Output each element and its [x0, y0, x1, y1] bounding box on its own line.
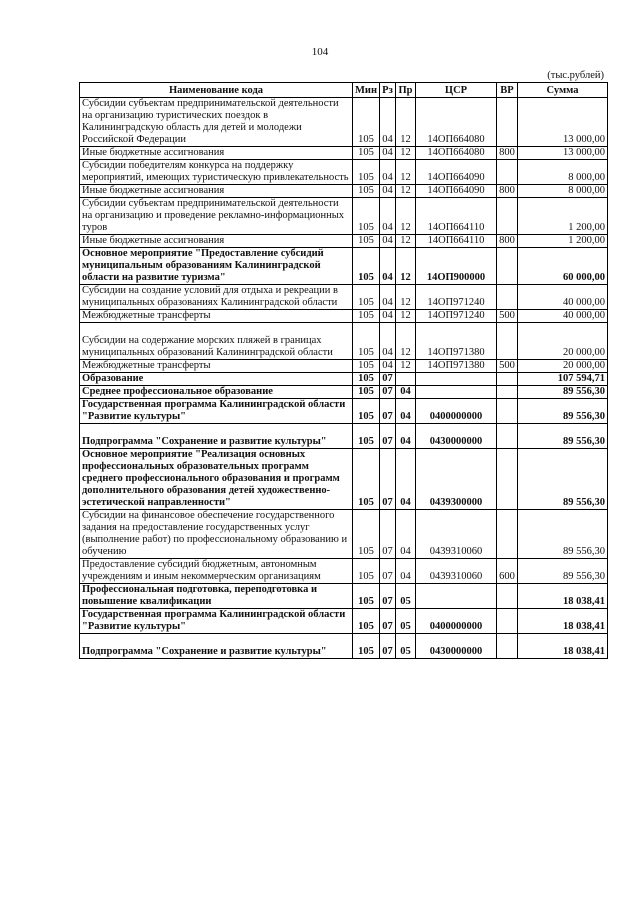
cell-vr: 500: [497, 310, 518, 323]
cell-csr: 14ОП971380: [416, 360, 497, 373]
cell-csr: 14ОП664090: [416, 185, 497, 198]
cell-pr: 12: [396, 310, 416, 323]
cell-rz: 04: [380, 147, 396, 160]
table-row: [80, 424, 608, 449]
cell-vr: [497, 285, 518, 310]
cell-pr: 12: [396, 185, 416, 198]
cell-rz: 04: [380, 248, 396, 285]
header-vr: ВР: [497, 83, 518, 98]
cell-vr: [497, 198, 518, 235]
cell-vr: [497, 373, 518, 386]
cell-vr: [497, 634, 518, 659]
cell-min: 105: [353, 424, 380, 449]
cell-rz: 04: [380, 98, 396, 147]
table-body: [80, 98, 608, 659]
cell-min: 105: [353, 285, 380, 310]
cell-csr: 0430000000: [416, 424, 497, 449]
cell-csr: 14ОП664080: [416, 98, 497, 147]
table-row: [80, 634, 608, 659]
cell-rz: 07: [380, 449, 396, 510]
cell-min: 105: [353, 510, 380, 559]
table-row: [80, 559, 608, 584]
cell-min: 105: [353, 584, 380, 609]
cell-sum: 18 038,41: [518, 609, 608, 634]
table-row: [80, 399, 608, 424]
table-row: [80, 98, 608, 147]
cell-min: 105: [353, 160, 380, 185]
cell-name: Иные бюджетные ассигнования: [80, 147, 353, 160]
cell-csr: 0400000000: [416, 399, 497, 424]
table-row: [80, 373, 608, 386]
cell-rz: 07: [380, 373, 396, 386]
cell-pr: 12: [396, 98, 416, 147]
table-row: [80, 235, 608, 248]
cell-sum: 89 556,30: [518, 510, 608, 559]
cell-rz: 04: [380, 310, 396, 323]
header-sum: Сумма: [518, 83, 608, 98]
cell-name: Субсидии субъектам предпринимательской деятельности на организацию и проведение рекламно-информационных туров: [80, 198, 353, 235]
cell-pr: 04: [396, 559, 416, 584]
table-header-row: [80, 83, 608, 98]
cell-rz: 07: [380, 609, 396, 634]
cell-name: Подпрограмма "Сохранение и развитие культуры": [80, 634, 353, 659]
cell-csr: 14ОП664110: [416, 235, 497, 248]
cell-pr: [396, 373, 416, 386]
table-row: [80, 147, 608, 160]
cell-rz: 04: [380, 323, 396, 360]
cell-vr: [497, 248, 518, 285]
cell-csr: 14ОП971240: [416, 285, 497, 310]
cell-sum: 40 000,00: [518, 285, 608, 310]
cell-pr: 12: [396, 360, 416, 373]
cell-rz: 04: [380, 185, 396, 198]
header-min: Мин: [353, 83, 380, 98]
cell-min: 105: [353, 609, 380, 634]
cell-sum: 18 038,41: [518, 584, 608, 609]
unit-label: (тыс.рублей): [547, 70, 604, 81]
cell-name: Государственная программа Калининградской области "Развитие культуры": [80, 399, 353, 424]
cell-name: Иные бюджетные ассигнования: [80, 185, 353, 198]
cell-name: Образование: [80, 373, 353, 386]
cell-rz: 07: [380, 559, 396, 584]
cell-min: 105: [353, 147, 380, 160]
cell-min: 105: [353, 559, 380, 584]
cell-vr: [497, 399, 518, 424]
cell-sum: 89 556,30: [518, 386, 608, 399]
cell-vr: 800: [497, 235, 518, 248]
cell-name: Межбюджетные трансферты: [80, 310, 353, 323]
cell-min: 105: [353, 310, 380, 323]
cell-rz: 04: [380, 285, 396, 310]
cell-vr: 800: [497, 147, 518, 160]
cell-pr: 12: [396, 285, 416, 310]
cell-sum: 13 000,00: [518, 147, 608, 160]
cell-pr: 05: [396, 584, 416, 609]
cell-vr: [497, 160, 518, 185]
cell-csr: 14ОП664080: [416, 147, 497, 160]
cell-pr: 04: [396, 510, 416, 559]
cell-sum: 20 000,00: [518, 360, 608, 373]
table-row: [80, 198, 608, 235]
cell-rz: 04: [380, 360, 396, 373]
cell-name: Профессиональная подготовка, переподготовка и повышение квалификации: [80, 584, 353, 609]
cell-pr: 12: [396, 198, 416, 235]
cell-name: Среднее профессиональное образование: [80, 386, 353, 399]
cell-rz: 04: [380, 198, 396, 235]
cell-min: 105: [353, 323, 380, 360]
cell-sum: 1 200,00: [518, 198, 608, 235]
table-row: [80, 248, 608, 285]
cell-min: 105: [353, 185, 380, 198]
cell-sum: 107 594,71: [518, 373, 608, 386]
cell-pr: 04: [396, 386, 416, 399]
cell-csr: [416, 386, 497, 399]
budget-table: [79, 82, 608, 659]
cell-rz: 04: [380, 235, 396, 248]
cell-min: 105: [353, 98, 380, 147]
table-row: [80, 185, 608, 198]
header-rz: Рз: [380, 83, 396, 98]
cell-sum: 13 000,00: [518, 98, 608, 147]
cell-min: 105: [353, 399, 380, 424]
cell-min: 105: [353, 449, 380, 510]
header-csr: ЦСР: [416, 83, 497, 98]
table-row: [80, 285, 608, 310]
cell-min: 105: [353, 360, 380, 373]
cell-min: 105: [353, 634, 380, 659]
cell-rz: 07: [380, 424, 396, 449]
cell-vr: [497, 323, 518, 360]
cell-sum: 18 038,41: [518, 634, 608, 659]
cell-sum: 1 200,00: [518, 235, 608, 248]
table-row: [80, 584, 608, 609]
cell-csr: 0439310060: [416, 559, 497, 584]
cell-min: 105: [353, 373, 380, 386]
cell-vr: [497, 386, 518, 399]
cell-min: 105: [353, 248, 380, 285]
cell-name: Основное мероприятие "Реализация основных профессиональных образовательных программ среднего профессионального образования и программ дополнительного образования детей художественно-эстетической направленности": [80, 449, 353, 510]
cell-name: Подпрограмма "Сохранение и развитие культуры": [80, 424, 353, 449]
cell-name: Субсидии победителям конкурса на поддержку мероприятий, имеющих туристическую привлекательность: [80, 160, 353, 185]
cell-rz: 07: [380, 399, 396, 424]
cell-pr: 12: [396, 147, 416, 160]
cell-pr: 05: [396, 634, 416, 659]
header-pr: Пр: [396, 83, 416, 98]
cell-vr: 500: [497, 360, 518, 373]
cell-vr: 800: [497, 185, 518, 198]
cell-csr: 14ОП664110: [416, 198, 497, 235]
cell-pr: 04: [396, 399, 416, 424]
table-row: [80, 160, 608, 185]
header-name: Наименование кода: [80, 83, 353, 98]
cell-csr: [416, 373, 497, 386]
cell-sum: 89 556,30: [518, 399, 608, 424]
cell-rz: 07: [380, 584, 396, 609]
cell-name: Основное мероприятие "Предоставление субсидий муниципальным образованиям Калининградской области на развитие туризма": [80, 248, 353, 285]
table-row: [80, 449, 608, 510]
cell-sum: 89 556,30: [518, 449, 608, 510]
table-row: [80, 310, 608, 323]
cell-pr: 05: [396, 609, 416, 634]
table-row: [80, 386, 608, 399]
cell-name: Субсидии на финансовое обеспечение государственного задания на предоставление государственных услуг (выполнение работ) по профессиональному образованию и обучению: [80, 510, 353, 559]
cell-vr: [497, 510, 518, 559]
cell-rz: 04: [380, 160, 396, 185]
cell-min: 105: [353, 235, 380, 248]
cell-name: Государственная программа Калининградской области "Развитие культуры": [80, 609, 353, 634]
cell-pr: 12: [396, 248, 416, 285]
cell-vr: [497, 449, 518, 510]
cell-rz: 07: [380, 634, 396, 659]
cell-sum: 8 000,00: [518, 185, 608, 198]
table-row: [80, 609, 608, 634]
cell-pr: 12: [396, 235, 416, 248]
table-row: [80, 360, 608, 373]
cell-pr: 12: [396, 323, 416, 360]
cell-csr: 0439300000: [416, 449, 497, 510]
cell-csr: 14ОП900000: [416, 248, 497, 285]
table-row: [80, 323, 608, 360]
cell-pr: 12: [396, 160, 416, 185]
cell-csr: 0400000000: [416, 609, 497, 634]
cell-sum: 89 556,30: [518, 424, 608, 449]
cell-name: Иные бюджетные ассигнования: [80, 235, 353, 248]
cell-csr: 14ОП664090: [416, 160, 497, 185]
cell-sum: 8 000,00: [518, 160, 608, 185]
cell-name: Субсидии на создание условий для отдыха и рекреации в муниципальных образованиях Калининградской области: [80, 285, 353, 310]
cell-name: Субсидии на содержание морских пляжей в границах муниципальных образований Калининградской области: [80, 323, 353, 360]
cell-name: Предоставление субсидий бюджетным, автономным учреждениям и иным некоммерческим организациям: [80, 559, 353, 584]
cell-csr: 0439310060: [416, 510, 497, 559]
cell-name: Субсидии субъектам предпринимательской деятельности на организацию туристических поездок в Калининградскую область для детей и молодежи Российской Федерации: [80, 98, 353, 147]
cell-vr: [497, 98, 518, 147]
cell-rz: 07: [380, 386, 396, 399]
cell-csr: [416, 584, 497, 609]
cell-min: 105: [353, 198, 380, 235]
cell-csr: 14ОП971240: [416, 310, 497, 323]
cell-vr: 600: [497, 559, 518, 584]
cell-sum: 40 000,00: [518, 310, 608, 323]
cell-sum: 89 556,30: [518, 559, 608, 584]
cell-rz: 07: [380, 510, 396, 559]
cell-sum: 60 000,00: [518, 248, 608, 285]
cell-csr: 14ОП971380: [416, 323, 497, 360]
page-number: 104: [311, 46, 329, 58]
table-row: [80, 510, 608, 559]
cell-vr: [497, 424, 518, 449]
cell-sum: 20 000,00: [518, 323, 608, 360]
cell-pr: 04: [396, 424, 416, 449]
cell-vr: [497, 584, 518, 609]
cell-name: Межбюджетные трансферты: [80, 360, 353, 373]
cell-pr: 04: [396, 449, 416, 510]
cell-min: 105: [353, 386, 380, 399]
cell-vr: [497, 609, 518, 634]
cell-csr: 0430000000: [416, 634, 497, 659]
